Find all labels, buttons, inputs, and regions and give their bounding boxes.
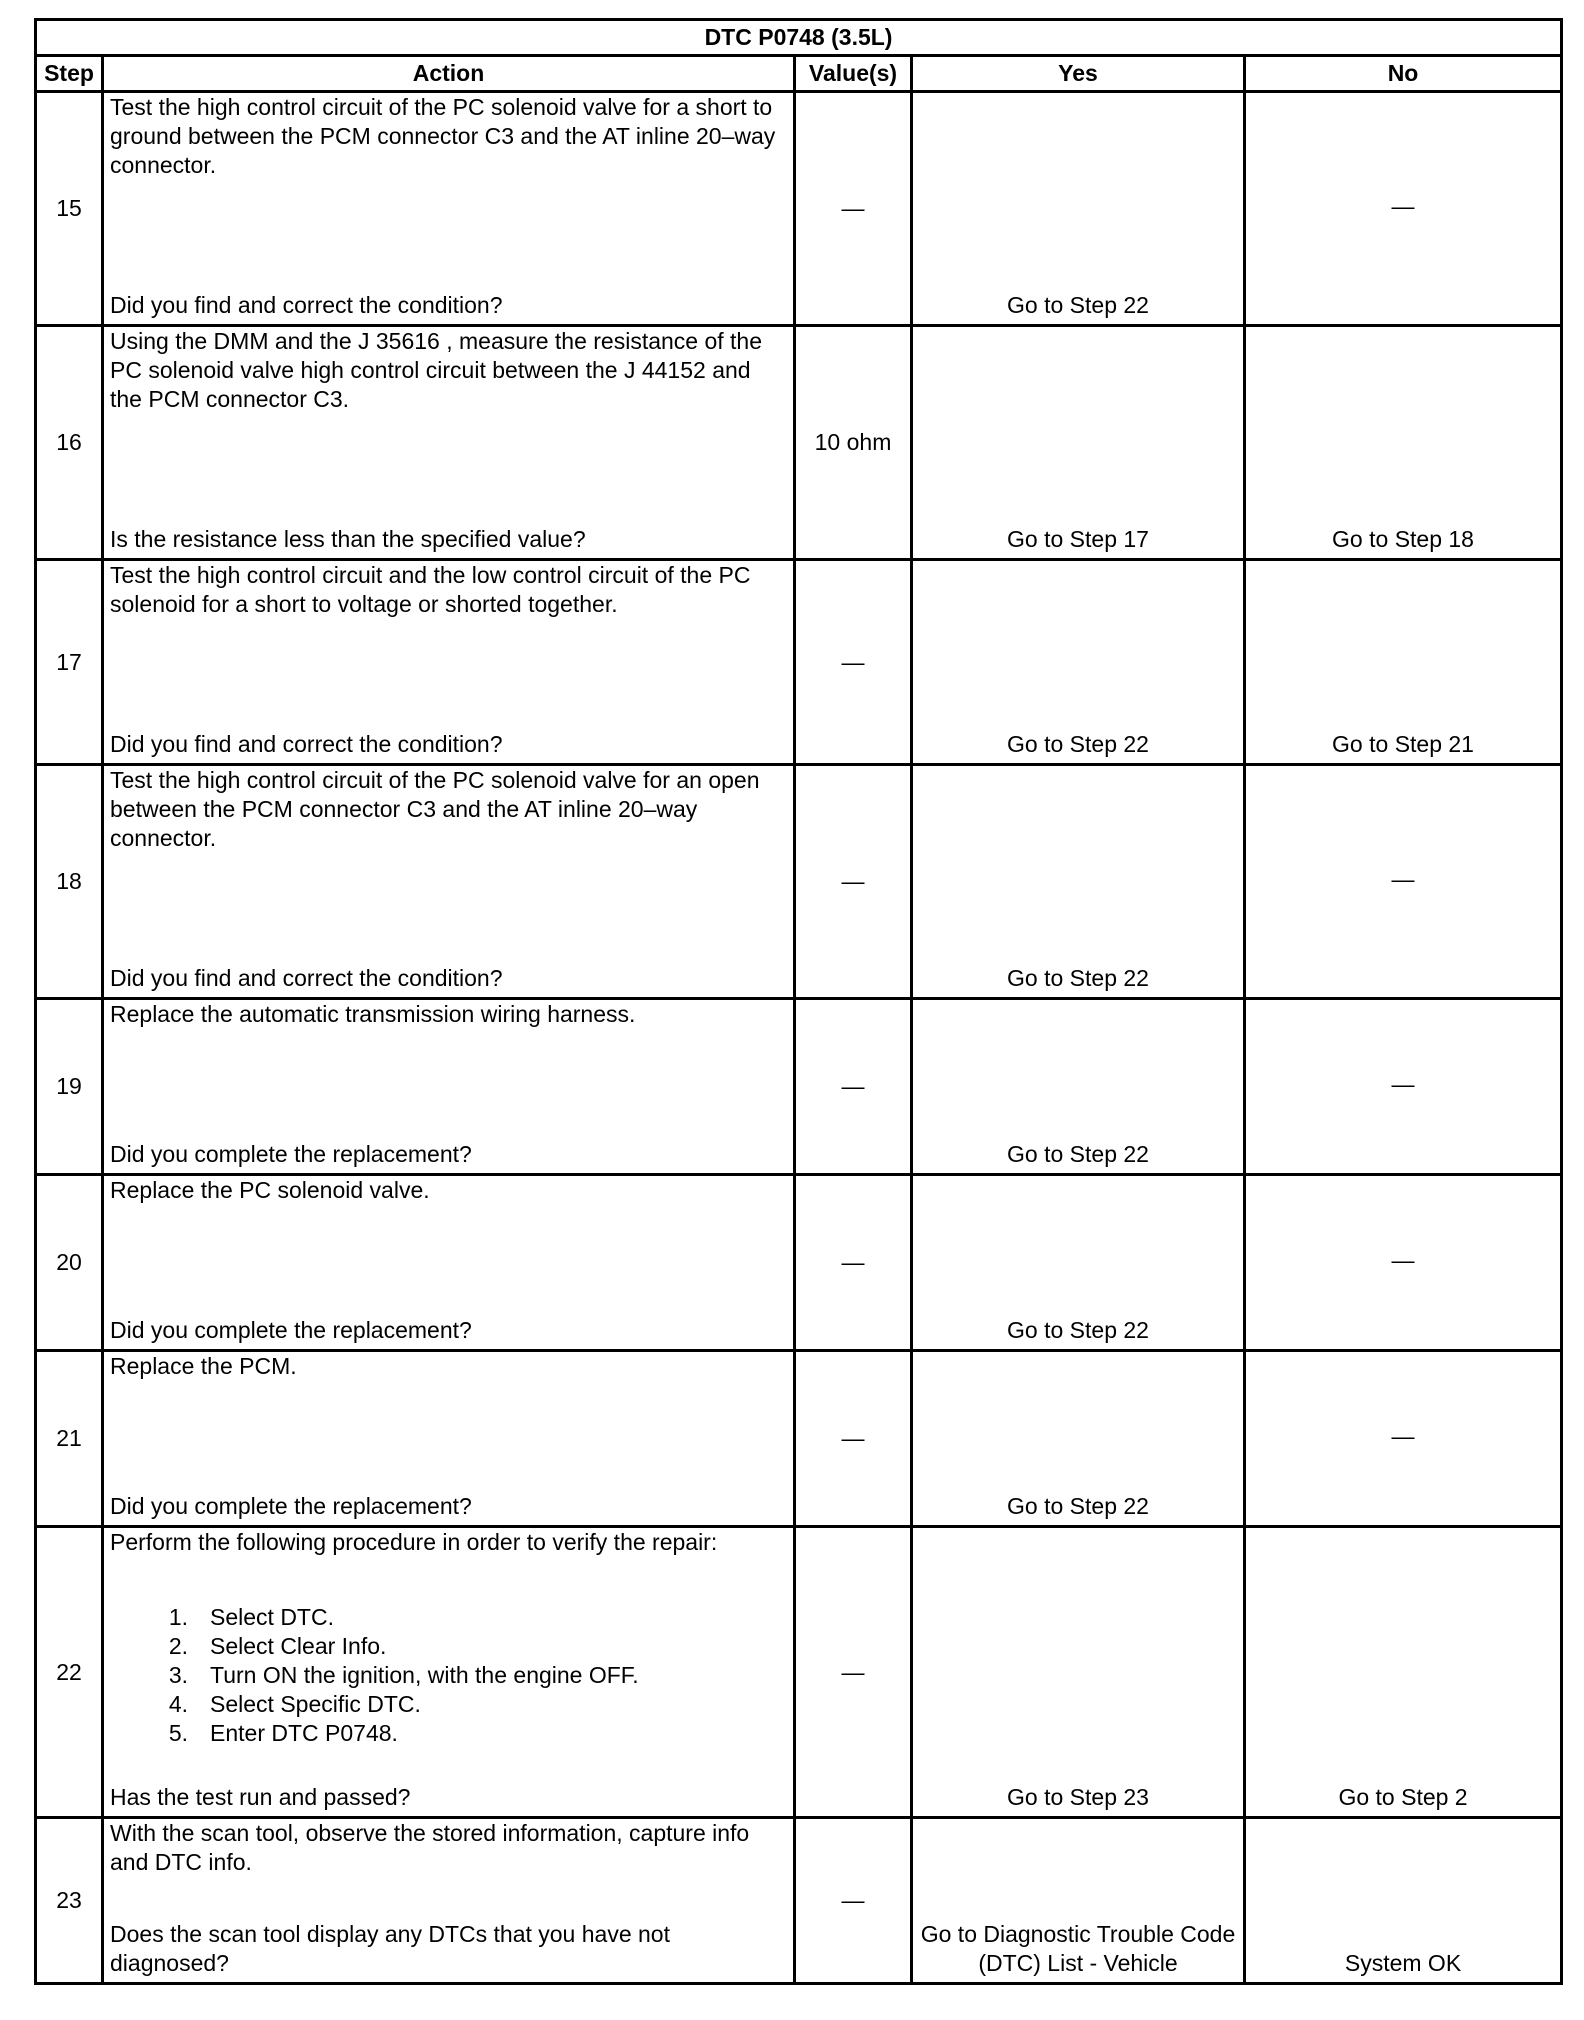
header-action: Action [103,56,795,92]
header-value: Value(s) [795,56,912,92]
action-question: Did you complete the replacement? [110,1317,472,1343]
procedure-step: 1. Select DTC. [168,1603,334,1630]
procedure-step: 3. Turn ON the ignition, with the engine OFF. [168,1661,639,1688]
table-row [36,1175,1562,1351]
step-number: 19 [36,999,103,1175]
action-text: Test the high control circuit and the low control circuit of the PC solenoid for a short to voltage or shorted together. [110,562,751,617]
table-row [36,1351,1562,1527]
no-cell: — [1245,999,1562,1175]
action-question: Did you complete the replacement? [110,1141,472,1167]
table-row [36,999,1562,1175]
table-row [36,1818,1562,1984]
action-text: Using the DMM and the J 35616 , measure the resistance of the PC solenoid valve high control circuit between the J 44152 and the PCM connector C3. [110,328,763,412]
value-cell: — [795,1818,912,1984]
step-number: 23 [36,1818,103,1984]
value-cell: 10 ohm [795,326,912,560]
yes-cell: Go to Step 22 [912,1175,1245,1351]
action-cell [103,1175,795,1351]
action-cell [103,1527,795,1818]
yes-cell: Go to Diagnostic Trouble Code (DTC) List - Vehicle [912,1818,1245,1984]
table-row [36,765,1562,999]
table-row [36,560,1562,765]
action-cell [103,999,795,1175]
yes-cell: Go to Step 22 [912,560,1245,765]
action-question: Does the scan tool display any DTCs that you have not diagnosed? [110,1921,670,1976]
no-cell: Go to Step 21 [1245,560,1562,765]
action-question: Did you find and correct the condition? [110,965,503,991]
action-text: Replace the PCM. [110,1353,297,1379]
no-cell: — [1245,765,1562,999]
action-text: Replace the PC solenoid valve. [110,1177,430,1203]
action-cell [103,326,795,560]
value-cell: — [795,560,912,765]
yes-cell: Go to Step 22 [912,765,1245,999]
action-question: Did you find and correct the condition? [110,292,503,318]
header-no: No [1245,56,1562,92]
action-text: Replace the automatic transmission wiring harness. [110,1001,636,1027]
value-cell: — [795,999,912,1175]
procedure-step: 2. Select Clear Info. [168,1632,387,1659]
action-text: Test the high control circuit of the PC solenoid valve for a short to ground between the PCM connector C3 and the AT inline 20–way connector. [110,94,776,178]
action-text: Perform the following procedure in order to verify the repair: [110,1529,718,1555]
action-cell [103,560,795,765]
value-cell: — [795,1527,912,1818]
header-yes: Yes [912,56,1245,92]
yes-cell: Go to Step 23 [912,1527,1245,1818]
action-question: Is the resistance less than the specified value? [110,526,586,552]
table-row [36,92,1562,326]
action-question: Did you find and correct the condition? [110,731,503,757]
no-cell: — [1245,1351,1562,1527]
action-cell [103,765,795,999]
step-number: 16 [36,326,103,560]
step-number: 20 [36,1175,103,1351]
table-title: DTC P0748 (3.5L) [36,20,1562,56]
action-cell [103,92,795,326]
table-row [36,326,1562,560]
procedure-step: 5. Enter DTC P0748. [168,1719,398,1746]
yes-cell: Go to Step 22 [912,92,1245,326]
value-cell: — [795,765,912,999]
yes-cell: Go to Step 22 [912,999,1245,1175]
dtc-diagnostic-table [34,18,1563,1985]
no-cell: System OK [1245,1818,1562,1984]
header-step: Step [36,56,103,92]
action-question: Did you complete the replacement? [110,1493,472,1519]
step-number: 21 [36,1351,103,1527]
yes-cell: Go to Step 22 [912,1351,1245,1527]
step-number: 17 [36,560,103,765]
no-cell: Go to Step 2 [1245,1527,1562,1818]
no-cell: — [1245,92,1562,326]
action-cell [103,1351,795,1527]
action-text: Test the high control circuit of the PC solenoid valve for an open between the PCM connector C3 and the AT inline 20–way connector. [110,767,760,851]
table-row [36,1527,1562,1818]
value-cell: — [795,92,912,326]
step-number: 18 [36,765,103,999]
diagnostic-table-sheet [34,18,1560,1985]
procedure-list [110,1603,787,1748]
yes-cell: Go to Step 17 [912,326,1245,560]
action-question: Has the test run and passed? [110,1784,411,1810]
procedure-step: 4. Select Specific DTC. [168,1690,421,1717]
action-text: With the scan tool, observe the stored information, capture info and DTC info. [110,1820,750,1875]
step-number: 15 [36,92,103,326]
no-cell: Go to Step 18 [1245,326,1562,560]
step-number: 22 [36,1527,103,1818]
value-cell: — [795,1351,912,1527]
no-cell: — [1245,1175,1562,1351]
action-cell [103,1818,795,1984]
value-cell: — [795,1175,912,1351]
